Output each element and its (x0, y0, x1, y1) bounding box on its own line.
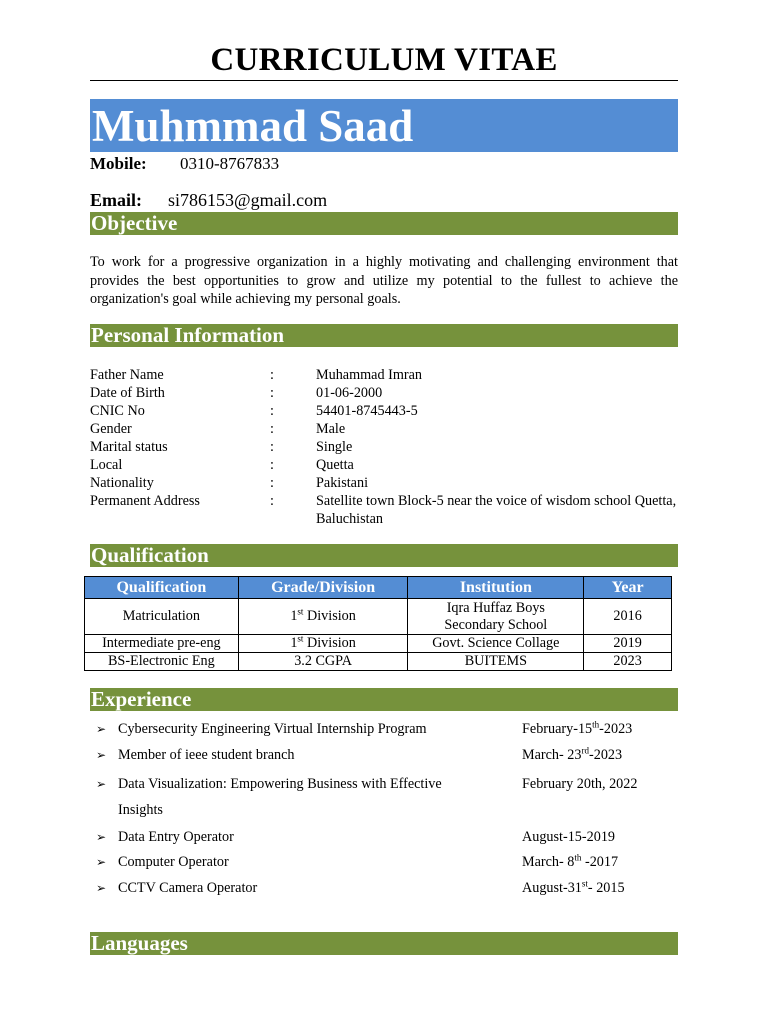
column-header: Grade/Division (238, 577, 408, 599)
experience-date (522, 828, 615, 846)
field-separator: : (270, 421, 274, 437)
date-ordinal: rd (581, 745, 589, 756)
experience-date (522, 853, 618, 871)
title-divider (90, 80, 678, 81)
grade-ordinal: st (297, 633, 304, 644)
personal-info-section-header (90, 324, 678, 347)
experience-title: Data Entry Operator (118, 829, 234, 845)
experience-title: Member of ieee student branch (118, 747, 295, 763)
objective-section-header (90, 212, 678, 235)
document-title: CURRICULUM VITAE (210, 42, 558, 78)
institution-cell: Iqra Huffaz Boys Secondary School (408, 599, 584, 635)
column-header: Institution (408, 577, 584, 599)
experience-title: CCTV Camera Operator (118, 880, 258, 896)
field-separator: : (270, 439, 274, 455)
field-label: Permanent Address (90, 493, 200, 509)
objective-heading: Objective (91, 211, 178, 235)
date-tail: - 2015 (587, 880, 625, 896)
qualification-heading: Qualification (91, 543, 209, 567)
field-label: Gender (90, 421, 132, 437)
field-label: CNIC No (90, 403, 145, 419)
grade-number: 3.2 CGPA (294, 653, 353, 669)
qualification-cell: Matriculation (85, 599, 239, 635)
arrow-bullet-icon: ➢ (96, 881, 107, 895)
grade-cell (238, 599, 408, 635)
experience-heading: Experience (91, 687, 192, 711)
email-value: si786153@gmail.com (168, 190, 328, 210)
experience-title: Data Visualization: Empowering Business with Effective Insights (118, 776, 442, 818)
grade-ordinal: st (297, 606, 304, 617)
experience-date (522, 879, 625, 897)
field-value: Single (316, 439, 353, 455)
personal-info-row (90, 492, 678, 528)
field-value: 54401-8745443-5 (316, 403, 418, 419)
personal-info-row (90, 474, 678, 492)
column-header: Qualification (85, 577, 239, 599)
arrow-bullet-icon: ➢ (96, 855, 107, 869)
field-label: Date of Birth (90, 385, 165, 401)
date-tail: -2023 (589, 747, 623, 763)
qualification-cell: Intermediate pre-eng (85, 635, 239, 653)
table-row (85, 635, 672, 653)
institution-cell: BUITEMS (408, 653, 584, 671)
year-cell: 2019 (584, 635, 672, 653)
qualification-section-header (90, 544, 678, 567)
mobile-value: 0310-8767833 (180, 154, 280, 173)
languages-section-header (90, 932, 678, 955)
field-value: Muhammad Imran (316, 367, 422, 383)
table-row (85, 653, 672, 671)
personal-info-row (90, 366, 678, 384)
year-cell: 2023 (584, 653, 672, 671)
arrow-bullet-icon: ➢ (96, 748, 107, 762)
date-ordinal: th (574, 852, 582, 863)
mobile-label: Mobile: (90, 154, 147, 173)
date-main: February 20th, 2022 (522, 776, 638, 792)
personal-info-row (90, 384, 678, 402)
qualification-table (84, 576, 672, 671)
field-label: Father Name (90, 367, 164, 383)
experience-title: Computer Operator (118, 854, 229, 870)
field-label: Local (90, 457, 123, 473)
languages-heading: Languages (91, 931, 188, 955)
date-main: August-15-2019 (522, 829, 616, 845)
personal-info-heading: Personal Information (91, 323, 285, 347)
field-separator: : (270, 493, 274, 509)
field-value: Satellite town Block-5 near the voice of wisdom school Quetta, Baluchistan (316, 493, 677, 527)
qualification-cell: BS-Electronic Eng (85, 653, 239, 671)
table-header-row (85, 577, 672, 599)
personal-info-row (90, 420, 678, 438)
grade-cell (238, 635, 408, 653)
grade-number: 1 (290, 635, 298, 651)
email-label: Email: (90, 190, 142, 210)
date-ordinal: st (581, 878, 588, 889)
experience-date (522, 746, 622, 764)
institution-cell: Govt. Science Collage (408, 635, 584, 653)
column-header: Year (584, 577, 672, 599)
field-separator: : (270, 457, 274, 473)
table-row (85, 599, 672, 635)
field-value: Quetta (316, 457, 354, 473)
arrow-bullet-icon: ➢ (96, 830, 107, 844)
candidate-name: Muhmmad Saad (92, 101, 414, 151)
personal-info-row (90, 456, 678, 474)
date-tail: -2017 (581, 854, 619, 870)
experience-date (522, 720, 632, 738)
field-separator: : (270, 475, 274, 491)
date-ordinal: th (592, 719, 600, 730)
date-main: March- 8 (522, 854, 575, 870)
grade-cell (238, 653, 408, 671)
grade-text: Division (303, 635, 356, 651)
field-value: 01-06-2000 (316, 385, 383, 401)
grade-text: Division (303, 608, 356, 624)
personal-info-row (90, 402, 678, 420)
grade-number: 1 (290, 608, 298, 624)
personal-info-row (90, 438, 678, 456)
arrow-bullet-icon: ➢ (96, 777, 107, 791)
field-value: Pakistani (316, 475, 369, 491)
field-separator: : (270, 385, 274, 401)
objective-text: To work for a progressive organization in a highly motivating and challenging environment that provides the best opportunities to grow and utilize my potential to the fullest to achieve the organization's goal while achieving my personal goals. (90, 254, 678, 307)
arrow-bullet-icon: ➢ (96, 722, 107, 736)
field-label: Marital status (90, 439, 168, 455)
field-separator: : (270, 403, 274, 419)
field-value: Male (316, 421, 346, 437)
year-cell: 2016 (584, 599, 672, 635)
experience-title: Cybersecurity Engineering Virtual Internship Program (118, 721, 427, 737)
experience-date (522, 771, 637, 797)
date-main: March- 23 (522, 747, 582, 763)
date-main: February-15 (522, 721, 593, 737)
experience-section-header (90, 688, 678, 711)
field-separator: : (270, 367, 274, 383)
field-label: Nationality (90, 475, 154, 491)
date-tail: -2023 (599, 721, 633, 737)
date-main: August-31 (522, 880, 582, 896)
